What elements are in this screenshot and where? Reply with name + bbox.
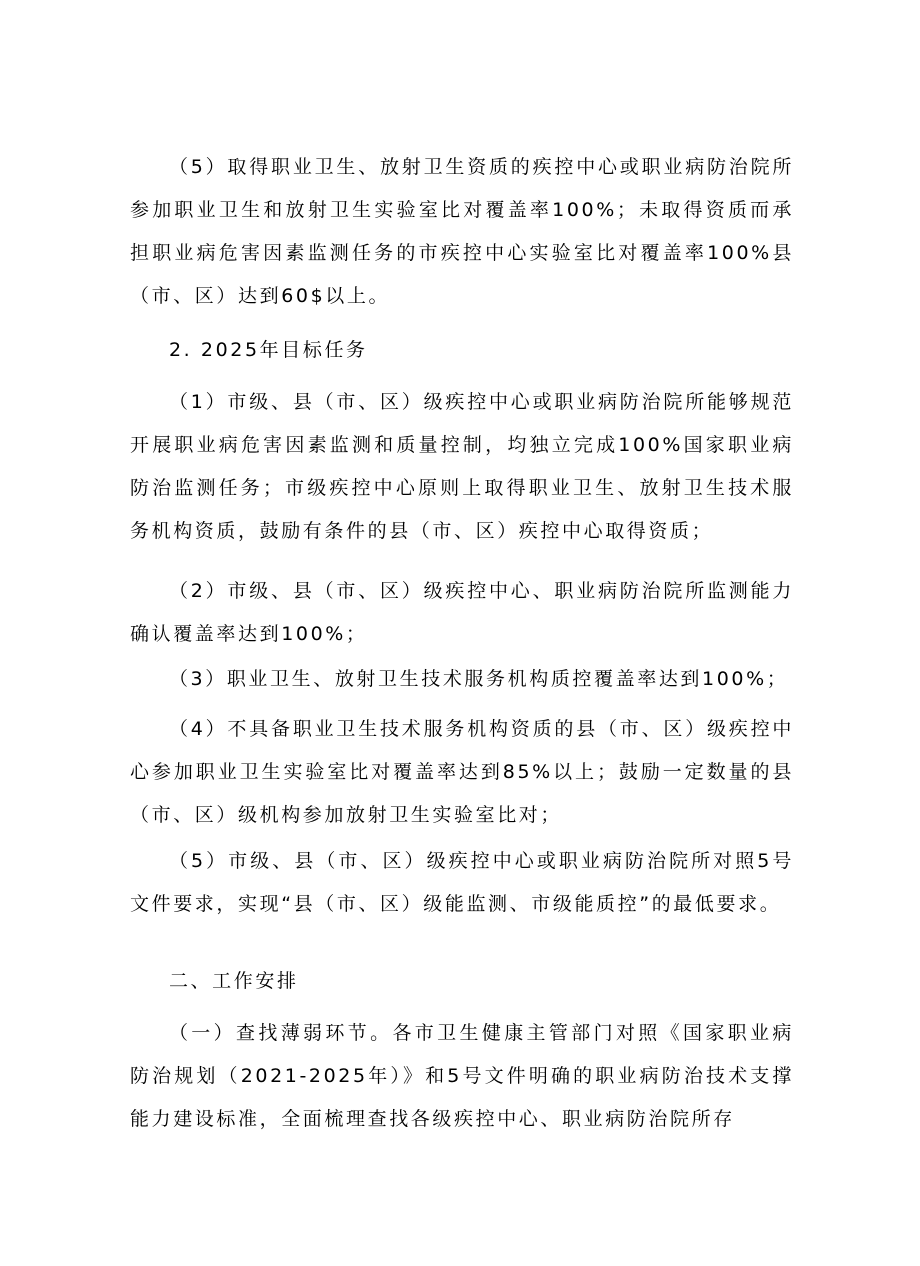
paragraph-item-3-quality-control: （3）职业卫生、放射卫生技术服务机构质控覆盖率达到100%； (168, 668, 789, 690)
section-heading-2025-targets: 2. 2025年目标任务 (168, 339, 368, 361)
section-heading-work-arrangement: 二、工作安排 (168, 970, 299, 992)
paragraph-item-2-capacity: （2）市级、县（市、区）级疾控中心、职业病防治院所监测能力确认覆盖率达到100%； (130, 580, 794, 645)
paragraph-find-weak-links: （一）查找薄弱环节。各市卫生健康主管部门对照《国家职业病防治规划（2021-2025年）》和5号文件明确的职业病防治技术支撑能力建设标准，全面梳理查找各级疾控中心、职业病防治院所存 (130, 1022, 794, 1130)
paragraph-item-5-requirements: （5）市级、县（市、区）级疾控中心或职业病防治院所对照5号文件要求，实现“县（市、区）级能监测、市级能质控”的最低要求。 (130, 850, 794, 915)
paragraph-item-4-lab-comparison: （4）不具备职业卫生技术服务机构资质的县（市、区）级疾控中心参加职业卫生实验室比对覆盖率达到85%以上；鼓励一定数量的县（市、区）级机构参加放射卫生实验室比对； (130, 718, 794, 826)
paragraph-item-1-monitoring: （1）市级、县（市、区）级疾控中心或职业病防治院所能够规范开展职业病危害因素监测和质量控制，均独立完成100%国家职业病防治监测任务；市级疾控中心原则上取得职业卫生、放射卫生技术服务机构资质，鼓励有条件的县（市、区）疾控中心取得资质； (130, 391, 794, 542)
paragraph-item-5-qualified-labs: （5）取得职业卫生、放射卫生资质的疾控中心或职业病防治院所参加职业卫生和放射卫生实验室比对覆盖率100%；未取得资质而承担职业病危害因素监测任务的市疾控中心实验室比对覆盖率100%县（市、区）达到60$以上。 (130, 156, 794, 307)
